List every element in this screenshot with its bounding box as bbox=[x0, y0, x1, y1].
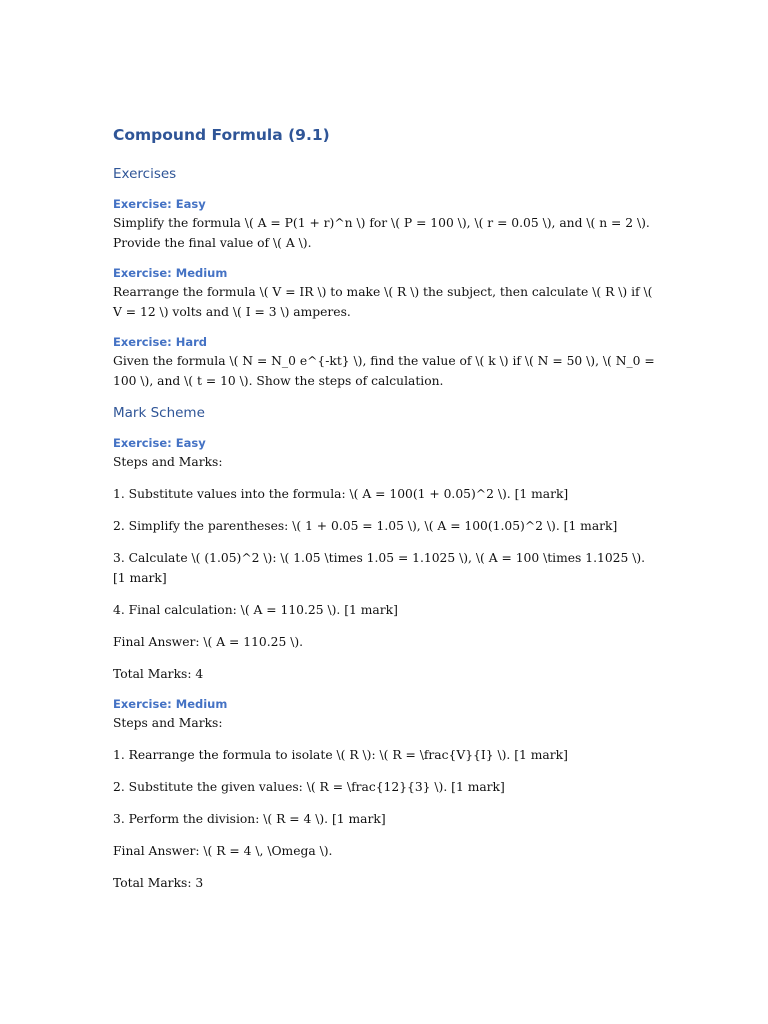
exercise-easy-text: Simplify the formula \( A = P(1 + r)^n \) for \( P = 100 \), \( r = 0.05 \), and \( n = 2 \). Provide the final value of \( A \). bbox=[113, 216, 650, 250]
mark-scheme-easy-step-3: 3. Calculate \( (1.05)^2 \): \( 1.05 \times 1.05 = 1.1025 \), \( A = 100 \times 1.1025 \). [1 mark] bbox=[113, 551, 646, 585]
mark-scheme-medium-step-3: 3. Perform the division: \( R = 4 \). [1 mark] bbox=[113, 812, 386, 826]
document-page bbox=[113, 123, 658, 905]
mark-scheme-medium-step-2: 2. Substitute the given values: \( R = \frac{12}{3} \). [1 mark] bbox=[113, 780, 505, 794]
mark-scheme-heading: Mark Scheme bbox=[113, 405, 205, 421]
mark-scheme-medium-step-1: 1. Rearrange the formula to isolate \( R \): \( R = \frac{V}{I} \). [1 mark] bbox=[113, 748, 568, 762]
document-title: Compound Formula (9.1) bbox=[113, 126, 330, 144]
mark-scheme-easy-step-2: 2. Simplify the parentheses: \( 1 + 0.05 = 1.05 \), \( A = 100(1.05)^2 \). [1 mark] bbox=[113, 519, 618, 533]
mark-scheme-easy-step-1: 1. Substitute values into the formula: \( A = 100(1 + 0.05)^2 \). [1 mark] bbox=[113, 487, 569, 501]
mark-scheme-medium-label: Exercise: Medium bbox=[113, 697, 228, 711]
mark-scheme-easy-final-answer: Final Answer: \( A = 110.25 \). bbox=[113, 635, 304, 649]
mark-scheme-medium-intro: Steps and Marks: bbox=[113, 716, 223, 730]
mark-scheme-easy-step-4: 4. Final calculation: \( A = 110.25 \). [1 mark] bbox=[113, 603, 398, 617]
exercise-medium-label: Exercise: Medium bbox=[113, 266, 228, 280]
mark-scheme-medium-final-answer: Final Answer: \( R = 4 \, \Omega \). bbox=[113, 844, 333, 858]
exercises-heading: Exercises bbox=[113, 166, 177, 182]
mark-scheme-medium-total: Total Marks: 3 bbox=[113, 876, 204, 890]
mark-scheme-easy-intro: Steps and Marks: bbox=[113, 455, 223, 469]
mark-scheme-easy-total: Total Marks: 4 bbox=[113, 667, 204, 681]
exercise-medium-text: Rearrange the formula \( V = IR \) to make \( R \) the subject, then calculate \( R \) if \( V = 12 \) volts and \( I = 3 \) amperes. bbox=[113, 285, 653, 319]
mark-scheme-easy-label: Exercise: Easy bbox=[113, 436, 206, 450]
exercise-hard-text: Given the formula \( N = N_0 e^{-kt} \), find the value of \( k \) if \( N = 50 \), \( N_0 = 100 \), and \( t = 10 \). Show the steps of calculation. bbox=[113, 354, 655, 388]
exercise-hard-label: Exercise: Hard bbox=[113, 335, 208, 349]
exercise-easy-label: Exercise: Easy bbox=[113, 197, 206, 211]
